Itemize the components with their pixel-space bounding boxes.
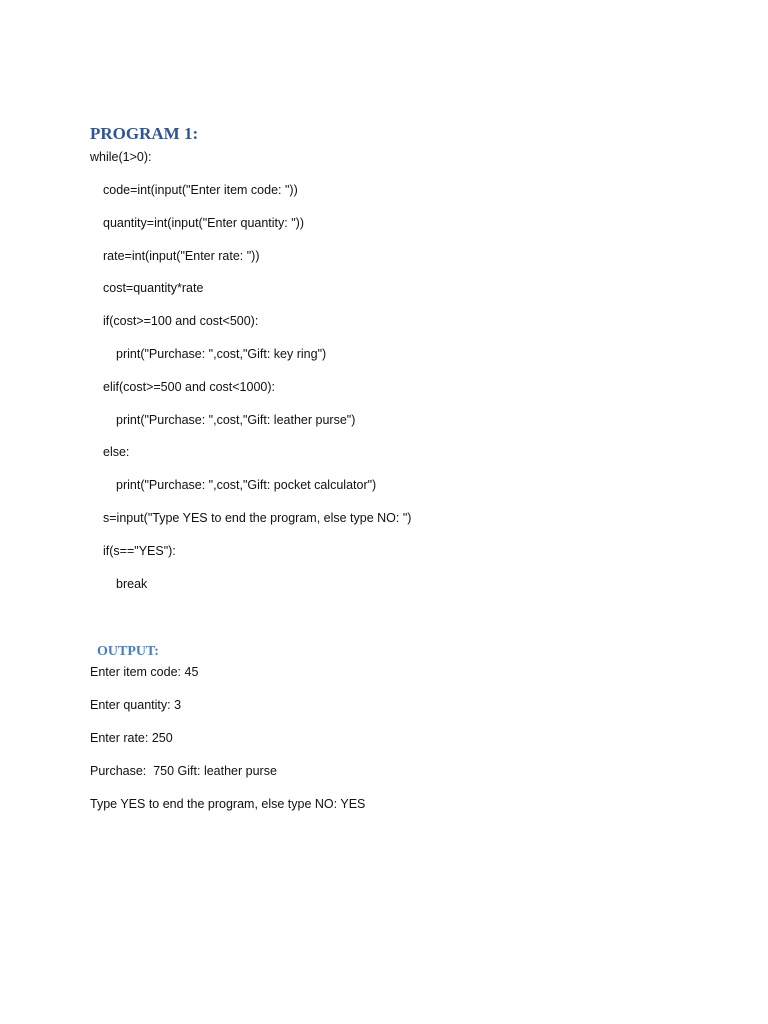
code-line: elif(cost>=500 and cost<1000): <box>103 380 275 394</box>
code-line: print("Purchase: ",cost,"Gift: key ring") <box>116 347 327 361</box>
code-line: code=int(input("Enter item code: ")) <box>103 183 298 197</box>
output-line: Enter quantity: 3 <box>90 698 182 712</box>
code-line: print("Purchase: ",cost,"Gift: leather purse") <box>116 413 356 427</box>
code-line: rate=int(input("Enter rate: ")) <box>103 249 260 263</box>
output-line: Enter item code: 45 <box>90 665 199 679</box>
code-line: if(s=="YES"): <box>103 544 176 558</box>
code-line: cost=quantity*rate <box>103 281 204 295</box>
code-line: else: <box>103 445 130 459</box>
output-heading: OUTPUT: <box>97 644 159 659</box>
output-line: Purchase: 750 Gift: leather purse <box>90 764 277 778</box>
output-line: Enter rate: 250 <box>90 731 173 745</box>
output-line: Type YES to end the program, else type NO: YES <box>90 797 366 811</box>
code-line: quantity=int(input("Enter quantity: ")) <box>103 216 304 230</box>
program-heading: PROGRAM 1: <box>90 124 199 143</box>
code-line: break <box>116 577 148 591</box>
code-line: print("Purchase: ",cost,"Gift: pocket calculator") <box>116 478 377 492</box>
code-line: if(cost>=100 and cost<500): <box>103 314 259 328</box>
code-line: while(1>0): <box>90 150 152 164</box>
code-line: s=input("Type YES to end the program, else type NO: ") <box>103 511 412 525</box>
